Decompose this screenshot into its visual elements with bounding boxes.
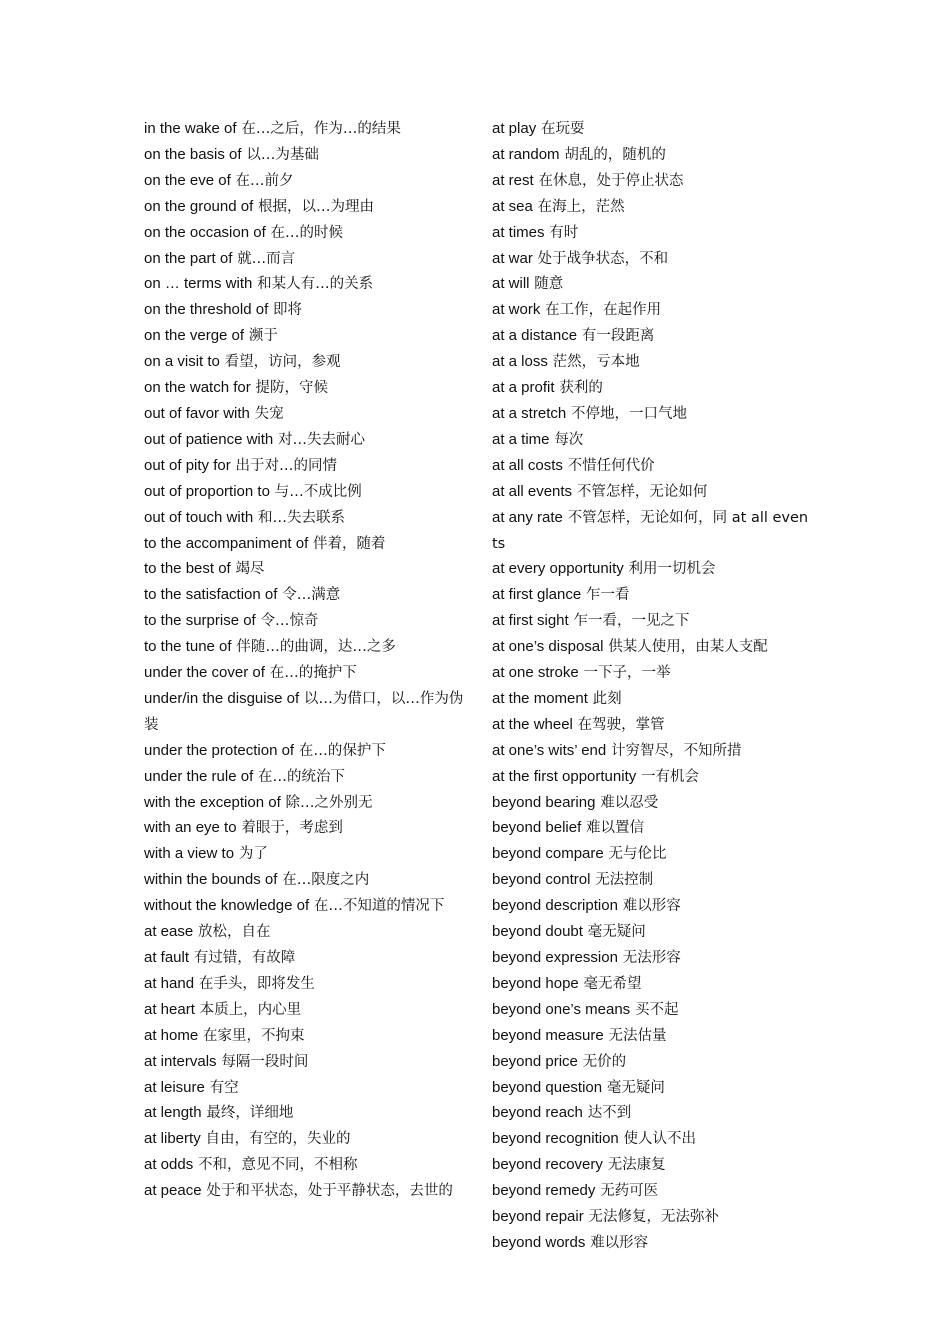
phrase-term: to the best of — [144, 560, 231, 578]
phrase-term: beyond compare — [492, 845, 604, 863]
phrase-term: at random — [492, 145, 560, 163]
phrase-entry — [492, 919, 812, 945]
phrase-meaning: 毫无希望 — [583, 975, 642, 992]
phrase-term: at heart — [144, 1000, 195, 1018]
phrase-term: at a loss — [492, 353, 548, 371]
phrase-entry — [144, 531, 464, 557]
phrase-term: at intervals — [144, 1052, 217, 1070]
phrase-entry — [492, 220, 812, 246]
phrase-entry — [144, 297, 464, 323]
phrase-entry — [144, 945, 464, 971]
phrase-term: in the wake of — [144, 120, 237, 137]
phrase-entry — [144, 1049, 464, 1075]
phrase-meaning: 无法估量 — [608, 1027, 667, 1044]
phrase-meaning: 此刻 — [592, 690, 622, 707]
phrase-entry — [144, 323, 464, 349]
phrase-meaning: 在…的掩护下 — [269, 665, 357, 682]
phrase-term: with a view to — [144, 845, 235, 863]
phrase-term: beyond question — [492, 1078, 603, 1096]
phrase-meaning: 在…限度之内 — [282, 872, 370, 889]
phrase-meaning: 在…的统治下 — [258, 768, 346, 785]
phrase-term: at any rate — [492, 508, 563, 526]
phrase-entry — [492, 375, 812, 401]
phrase-meaning: 伴着，随着 — [313, 535, 386, 552]
phrase-meaning: 使人认不出 — [623, 1131, 697, 1148]
phrase-term: at all costs — [492, 456, 563, 474]
phrase-entry — [144, 815, 464, 841]
phrase-meaning: 难以形容 — [622, 898, 681, 915]
phrase-meaning: 供某人使用，由某人支配 — [608, 639, 768, 656]
phrase-meaning: 无法修复，无法弥补 — [588, 1209, 720, 1226]
phrase-term: beyond measure — [492, 1026, 604, 1044]
phrase-meaning: 伴随…的曲调，达…之多 — [236, 639, 396, 656]
phrase-entry — [492, 142, 812, 168]
phrase-meaning: 在…前夕 — [235, 172, 294, 189]
phrase-entry — [144, 608, 464, 634]
phrase-meaning: 最终，详细地 — [206, 1105, 294, 1122]
phrase-meaning: 根据，以…为理由 — [258, 198, 375, 215]
phrase-term: at first sight — [492, 612, 569, 630]
phrase-term: beyond hope — [492, 974, 579, 992]
phrase-term: at length — [144, 1104, 202, 1122]
phrase-meaning: 与…不成比例 — [274, 483, 362, 500]
phrase-entry — [492, 1100, 812, 1126]
phrase-term: beyond price — [492, 1052, 578, 1070]
left-column — [144, 116, 464, 1204]
phrase-term: beyond words — [492, 1233, 586, 1251]
phrase-meaning: 即将 — [273, 302, 303, 319]
phrase-meaning: 以…为借口，以…作为伪装 — [144, 690, 464, 733]
phrase-meaning: 不和，意见不同，不相称 — [198, 1157, 358, 1174]
phrase-entry — [492, 634, 812, 660]
phrase-meaning: 难以形容 — [590, 1234, 649, 1251]
phrase-term: out of favor with — [144, 404, 250, 422]
phrase-term: at the first opportunity — [492, 767, 637, 785]
phrase-meaning: 以…为基础 — [246, 146, 319, 163]
phrase-entry — [144, 168, 464, 194]
phrase-term: at the wheel — [492, 715, 573, 733]
phrase-meaning: 毫无疑问 — [606, 1079, 665, 1096]
phrase-term: at liberty — [144, 1130, 201, 1148]
phrase-term: at odds — [144, 1156, 194, 1174]
phrase-term: at leisure — [144, 1078, 205, 1096]
phrase-meaning: 失宠 — [254, 405, 284, 422]
phrase-meaning: 毫无疑问 — [587, 924, 646, 941]
phrase-term: out of touch with — [144, 508, 254, 526]
phrase-term: at one’s wits’ end — [492, 741, 607, 759]
phrase-meaning: 处于和平状态，处于平静状态，去世的 — [206, 1183, 453, 1200]
phrase-entry — [492, 582, 812, 608]
phrase-meaning: 在驾驶，掌管 — [577, 716, 665, 733]
phrase-term: on the watch for — [144, 379, 251, 397]
phrase-meaning: 不惜任何代价 — [567, 457, 655, 474]
phrase-meaning: 本质上，内心里 — [199, 1001, 302, 1018]
phrase-entry — [144, 349, 464, 375]
phrase-term: at all events — [492, 482, 573, 500]
phrase-entry — [144, 1023, 464, 1049]
phrase-meaning: 除…之外别无 — [285, 794, 373, 811]
phrase-term: with an eye to — [144, 819, 237, 837]
phrase-term: at one stroke — [492, 664, 579, 682]
phrase-meaning: 在家里，不拘束 — [202, 1027, 305, 1044]
phrase-meaning: 无法控制 — [595, 872, 654, 889]
phrase-term: at every opportunity — [492, 560, 624, 578]
phrase-entry — [492, 945, 812, 971]
phrase-entry — [492, 349, 812, 375]
phrase-term: on the verge of — [144, 327, 245, 345]
phrase-meaning: 在玩耍 — [540, 121, 585, 137]
phrase-meaning: 有过错，有故障 — [193, 950, 296, 966]
phrase-entry — [492, 479, 812, 505]
phrase-term: beyond one’s means — [492, 1000, 631, 1018]
phrase-entry — [492, 841, 812, 867]
phrase-term: at a stretch — [492, 404, 567, 422]
phrase-meaning: 有空 — [209, 1079, 239, 1096]
phrase-entry — [144, 1152, 464, 1178]
phrase-term: at rest — [492, 171, 534, 189]
phrase-meaning: 计穷智尽，不知所措 — [611, 742, 742, 759]
phrase-term: at war — [492, 249, 533, 267]
phrase-meaning: 不管怎样，无论如何，同 at all events — [492, 509, 809, 552]
phrase-entry — [144, 246, 464, 272]
phrase-term: on a visit to — [144, 353, 220, 371]
phrase-term: to the satisfaction of — [144, 586, 278, 604]
phrase-entry — [144, 453, 464, 479]
right-column — [492, 116, 812, 1256]
phrase-entry — [492, 997, 812, 1023]
phrase-entry — [492, 194, 812, 220]
phrase-entry — [492, 168, 812, 194]
phrase-term: on the part of — [144, 249, 233, 267]
phrase-entry — [492, 323, 812, 349]
phrase-entry — [492, 297, 812, 323]
phrase-entry — [492, 1230, 812, 1256]
phrase-meaning: 在…的保护下 — [298, 742, 386, 759]
phrase-entry — [144, 686, 464, 738]
phrase-term: beyond description — [492, 897, 618, 915]
phrase-entry — [144, 271, 464, 297]
phrase-meaning: 就…而言 — [237, 250, 296, 267]
phrase-entry — [492, 867, 812, 893]
phrase-term: at will — [492, 275, 530, 293]
phrase-term: on the eve of — [144, 171, 231, 189]
phrase-term: out of patience with — [144, 430, 274, 448]
phrase-term: beyond expression — [492, 949, 618, 966]
phrase-meaning: 无与伦比 — [608, 846, 667, 863]
phrase-meaning: 濒于 — [248, 328, 278, 345]
phrase-entry — [492, 764, 812, 790]
phrase-entry — [492, 815, 812, 841]
phrase-meaning: 利用一切机会 — [628, 561, 716, 578]
phrase-meaning: 无法形容 — [622, 950, 681, 966]
phrase-entry — [492, 1152, 812, 1178]
phrase-meaning: 无法康复 — [607, 1157, 666, 1174]
phrase-meaning: 出于对…的同情 — [235, 457, 337, 474]
phrase-meaning: 处于战争状态，不和 — [537, 250, 669, 267]
phrase-term: on the ground of — [144, 197, 254, 215]
phrase-entry — [144, 1075, 464, 1101]
phrase-term: to the accompaniment of — [144, 534, 309, 552]
phrase-term: beyond repair — [492, 1208, 584, 1226]
phrase-entry — [144, 790, 464, 816]
phrase-entry — [492, 738, 812, 764]
phrase-meaning: 茫然，亏本地 — [552, 354, 640, 371]
phrase-entry — [492, 1049, 812, 1075]
phrase-meaning: 竭尽 — [235, 561, 265, 578]
phrase-entry — [492, 401, 812, 427]
phrase-term: at times — [492, 223, 545, 241]
phrase-meaning: 每隔一段时间 — [221, 1053, 309, 1070]
phrase-entry — [144, 427, 464, 453]
phrase-term: to the surprise of — [144, 612, 256, 630]
phrase-term: within the bounds of — [144, 871, 278, 889]
phrase-term: at first glance — [492, 586, 582, 604]
phrase-meaning: 和某人有…的关系 — [257, 276, 374, 293]
phrase-entry — [144, 142, 464, 168]
phrase-term: on … terms with — [144, 275, 253, 293]
phrase-meaning: 在海上，茫然 — [537, 198, 625, 215]
phrase-term: at the moment — [492, 689, 588, 707]
phrase-entry — [492, 893, 812, 919]
phrase-entry — [144, 660, 464, 686]
phrase-term: at play — [492, 120, 537, 137]
phrase-term: at ease — [144, 923, 194, 941]
phrase-meaning: 难以置信 — [586, 820, 645, 837]
phrase-term: beyond recovery — [492, 1156, 603, 1174]
phrase-term: under/in the disguise of — [144, 689, 300, 707]
phrase-meaning: 在手头，即将发生 — [198, 975, 315, 992]
phrase-meaning: 在…的时候 — [270, 224, 344, 241]
phrase-meaning: 每次 — [554, 431, 584, 448]
phrase-term: under the protection of — [144, 741, 295, 759]
phrase-entry — [492, 1204, 812, 1230]
phrase-entry — [144, 375, 464, 401]
phrase-entry — [492, 790, 812, 816]
phrase-meaning: 买不起 — [634, 1001, 679, 1018]
phrase-term: on the occasion of — [144, 223, 266, 241]
phrase-meaning: 难以忍受 — [600, 794, 659, 811]
phrase-entry — [144, 867, 464, 893]
phrase-entry — [492, 712, 812, 738]
phrase-entry — [144, 194, 464, 220]
phrase-entry — [144, 919, 464, 945]
phrase-entry — [144, 582, 464, 608]
phrase-entry — [144, 997, 464, 1023]
phrase-meaning: 达不到 — [587, 1105, 632, 1122]
phrase-meaning: 对…失去耐心 — [278, 431, 366, 448]
phrase-term: out of pity for — [144, 456, 231, 474]
phrase-meaning: 一有机会 — [641, 768, 700, 785]
phrase-entry — [492, 505, 812, 557]
phrase-entry — [492, 608, 812, 634]
phrase-meaning: 在…之后，作为…的结果 — [241, 121, 401, 137]
phrase-term: beyond control — [492, 871, 591, 889]
phrase-entry — [492, 246, 812, 272]
phrase-meaning: 提防，守候 — [255, 380, 329, 397]
phrase-meaning: 为了 — [238, 846, 268, 863]
phrase-meaning: 获利的 — [559, 380, 603, 397]
phrase-term: beyond bearing — [492, 793, 596, 811]
phrase-entry — [144, 1178, 464, 1204]
phrase-term: beyond doubt — [492, 923, 583, 941]
phrase-meaning: 无价的 — [582, 1053, 627, 1070]
phrase-meaning: 随意 — [534, 276, 564, 293]
phrase-meaning: 在工作，在起作用 — [545, 302, 662, 319]
phrase-meaning: 有时 — [549, 224, 579, 241]
phrase-entry — [144, 634, 464, 660]
phrase-entry — [492, 271, 812, 297]
phrase-entry — [144, 1126, 464, 1152]
phrase-entry — [144, 220, 464, 246]
phrase-entry — [492, 1126, 812, 1152]
phrase-term: at home — [144, 1026, 199, 1044]
phrase-term: at a profit — [492, 379, 555, 397]
phrase-term: at one’s disposal — [492, 638, 604, 656]
phrase-meaning: 自由，有空的，失业的 — [205, 1131, 351, 1148]
phrase-entry — [492, 427, 812, 453]
phrase-entry — [144, 841, 464, 867]
phrase-meaning: 乍一看 — [586, 587, 630, 604]
phrase-term: beyond remedy — [492, 1182, 596, 1200]
phrase-meaning: 不管怎样，无论如何 — [576, 483, 708, 500]
phrase-term: with the exception of — [144, 793, 281, 811]
phrase-entry — [144, 479, 464, 505]
phrase-entry — [492, 660, 812, 686]
phrase-term: beyond recognition — [492, 1130, 619, 1148]
phrase-entry — [492, 1075, 812, 1101]
phrase-entry — [144, 116, 464, 142]
phrase-entry — [144, 556, 464, 582]
phrase-term: without the knowledge of — [144, 897, 310, 915]
phrase-term: out of proportion to — [144, 482, 270, 500]
phrase-entry — [492, 453, 812, 479]
phrase-entry — [144, 971, 464, 997]
phrase-entry — [492, 1178, 812, 1204]
phrase-meaning: 放松，自在 — [198, 924, 271, 941]
phrase-meaning: 令…满意 — [282, 587, 341, 604]
phrase-term: at peace — [144, 1182, 202, 1200]
phrase-meaning: 一下子，一举 — [583, 665, 671, 682]
phrase-meaning: 不停地，一口气地 — [570, 405, 687, 422]
phrase-entry — [144, 1100, 464, 1126]
phrase-term: at a distance — [492, 327, 578, 345]
phrase-meaning: 胡乱的，随机的 — [564, 146, 666, 163]
phrase-term: to the tune of — [144, 638, 232, 656]
phrase-meaning: 乍一看，一见之下 — [573, 613, 690, 630]
phrase-meaning: 无药可医 — [600, 1183, 659, 1200]
phrase-term: at sea — [492, 197, 533, 215]
phrase-entry — [492, 1023, 812, 1049]
phrase-term: under the cover of — [144, 664, 265, 682]
phrase-entry — [144, 738, 464, 764]
phrase-meaning: 看望，访问，参观 — [224, 354, 341, 371]
phrase-term: at fault — [144, 949, 190, 966]
phrase-term: on the basis of — [144, 145, 242, 163]
phrase-term: beyond reach — [492, 1104, 583, 1122]
phrase-entry — [492, 556, 812, 582]
phrase-meaning: 有一段距离 — [581, 328, 655, 345]
phrase-meaning: 在…不知道的情况下 — [313, 898, 445, 915]
phrase-term: at work — [492, 301, 541, 319]
phrase-entry — [492, 116, 812, 142]
phrase-term: beyond belief — [492, 819, 582, 837]
phrase-entry — [492, 971, 812, 997]
phrase-term: at hand — [144, 974, 195, 992]
phrase-entry — [144, 764, 464, 790]
phrase-meaning: 在休息，处于停止状态 — [538, 172, 684, 189]
phrase-entry — [144, 893, 464, 919]
phrase-meaning: 着眼于，考虑到 — [241, 820, 343, 837]
phrase-term: under the rule of — [144, 767, 254, 785]
phrase-entry — [492, 686, 812, 712]
phrase-entry — [144, 401, 464, 427]
phrase-meaning: 和…失去联系 — [258, 509, 346, 526]
phrase-entry — [144, 505, 464, 531]
phrase-meaning: 令…惊奇 — [260, 613, 319, 630]
phrase-term: on the threshold of — [144, 301, 269, 319]
phrase-term: at a time — [492, 430, 550, 448]
